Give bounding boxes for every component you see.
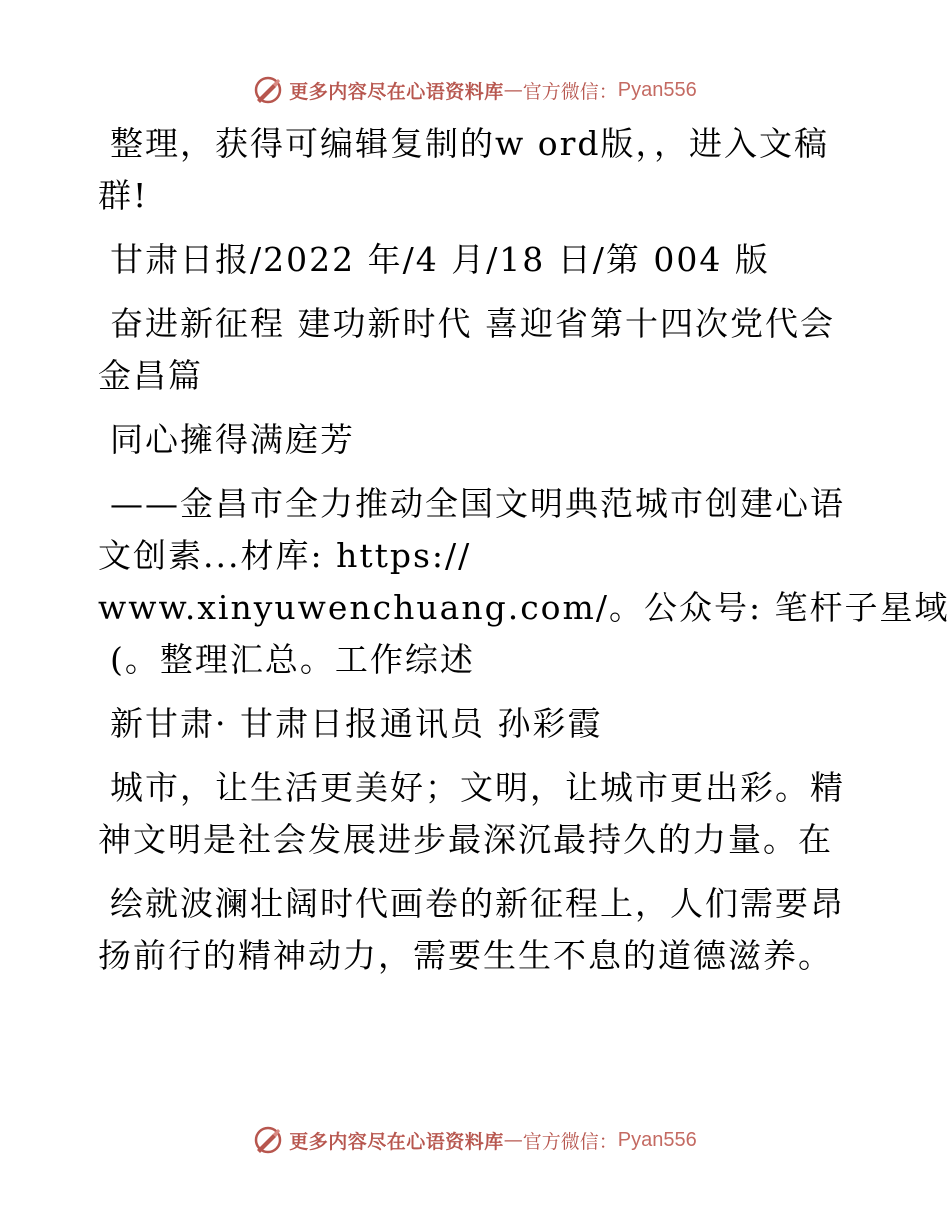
watermark-wechat-label: 官方微信：: [522, 1130, 618, 1153]
text-line: 整理，获得可编辑复制的w ord版，，进入文稿: [110, 124, 830, 163]
watermark-wechat-id: Pyan556: [617, 78, 697, 101]
publication-info: 甘肃日报/2022 年/4 月/18 日/第 004 版: [110, 240, 770, 279]
text-line: www.xinyuwenchuang.com/。公众号: 笔杆子星域: [98, 588, 950, 627]
watermark-dash: —: [503, 79, 523, 101]
article-section-title-cont: 金昌篇: [98, 356, 203, 395]
byline: 新甘肃· 甘肃日报通讯员 孙彩霞: [110, 704, 603, 743]
paragraph-line: 扬前行的精神动力，需要生生不息的道德滋养。: [98, 936, 833, 975]
text-line: (。整理汇总。工作综述: [110, 640, 475, 679]
pen-logo-icon: [253, 75, 283, 105]
paragraph-line: 绘就波澜壮阔时代画卷的新征程上，人们需要昂: [110, 884, 845, 923]
article-section-title: 奋进新征程 建功新时代 喜迎省第十四次党代会: [110, 304, 835, 343]
watermark-text: 更多内容尽在心语资料库: [289, 80, 504, 103]
text-line: 文创素...材库: https://: [98, 536, 472, 575]
watermark-dash: —: [503, 1129, 523, 1151]
article-title: 同心擁得满庭芳: [110, 420, 355, 459]
watermark-wechat-label: 官方微信：: [522, 80, 618, 103]
watermark-text: 更多内容尽在心语资料库: [289, 1130, 504, 1153]
article-subtitle: ——金昌市全力推动全国文明典范城市创建心语: [110, 484, 845, 523]
paragraph-line: 城市，让生活更美好；文明，让城市更出彩。精: [110, 768, 845, 807]
paragraph-line: 神文明是社会发展进步最深沉最持久的力量。在: [98, 820, 833, 859]
header-watermark: [0, 70, 950, 110]
footer-watermark: [0, 1120, 950, 1160]
text-line: 群!: [98, 176, 149, 215]
watermark-wechat-id: Pyan556: [617, 1128, 697, 1151]
pen-logo-icon: [253, 1125, 283, 1155]
document-body: [98, 118, 950, 982]
